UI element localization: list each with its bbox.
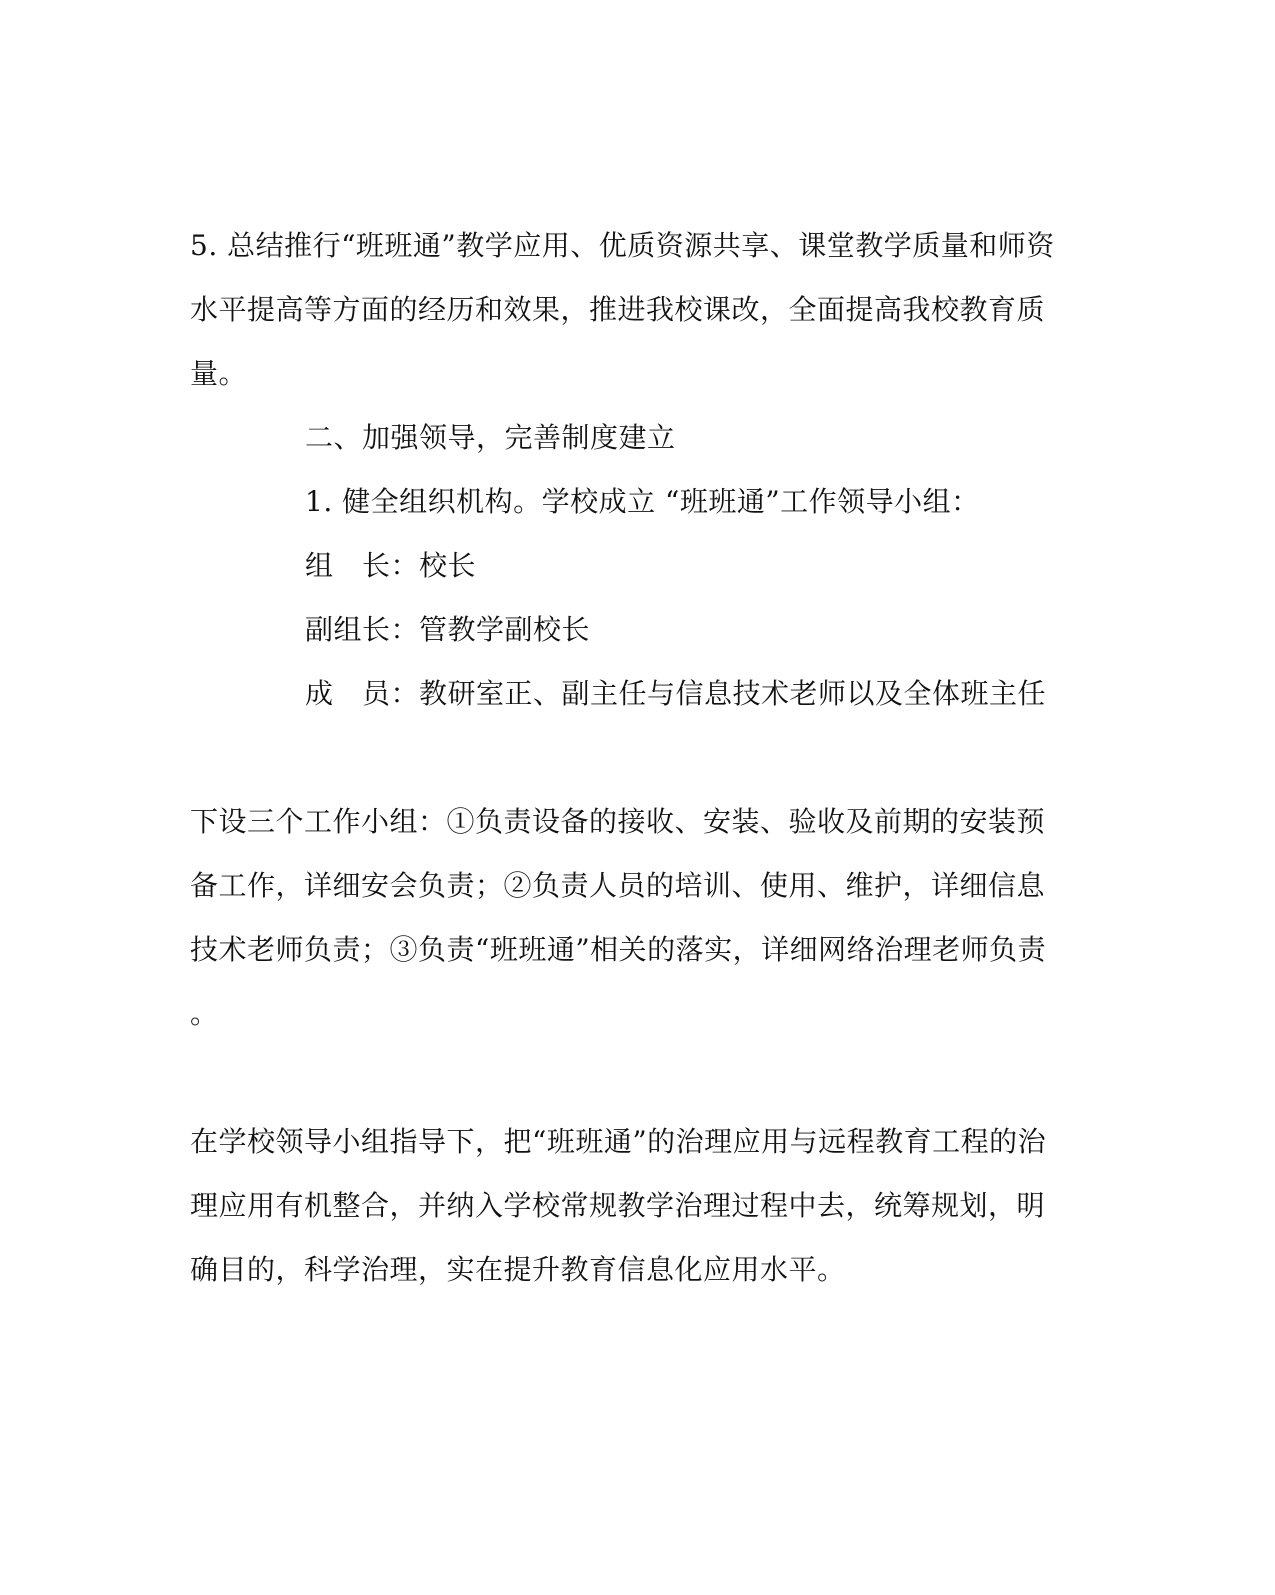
paragraph-line: 组 长：校长 (305, 549, 477, 582)
paragraph-line: 下设三个工作小组：①负责设备的接收、安装、验收及前期的安装预 (190, 805, 1046, 838)
paragraph-line: 在学校领导小组指导下，把“班班通”的治理应用与远程教育工程的治 (190, 1125, 1047, 1158)
paragraph-line: 理应用有机整合，并纳入学校常规教学治理过程中去，统筹规划，明 (190, 1189, 1046, 1222)
paragraph-line: 水平提高等方面的经历和效果，推进我校课改，全面提高我校教育质 (190, 293, 1046, 326)
paragraph-line: 量。 (190, 357, 248, 390)
paragraph-line: 确目的，科学治理，实在提升教育信息化应用水平。 (190, 1253, 846, 1286)
paragraph-line: 副组长：管教学副校长 (305, 613, 591, 646)
paragraph-line: 备工作，详细安会负责；②负责人员的培训、使用、维护，详细信息 (190, 869, 1046, 902)
paragraph-line: 成 员：教研室正、副主任与信息技术老师以及全体班主任 (305, 677, 1047, 710)
paragraph-line: 技术老师负责；③负责“班班通”相关的落实，详细网络治理老师负责 (190, 933, 1047, 966)
paragraph-line: 5. 总结推行“班班通”教学应用、优质资源共享、课堂教学质量和师资 (190, 229, 1055, 262)
paragraph-line: 。 (190, 997, 219, 1030)
paragraph-line: 1. 健全组织机构。学校成立 “班班通”工作领导小组： (305, 485, 980, 518)
section-heading: 二、加强领导，完善制度建立 (305, 421, 676, 454)
